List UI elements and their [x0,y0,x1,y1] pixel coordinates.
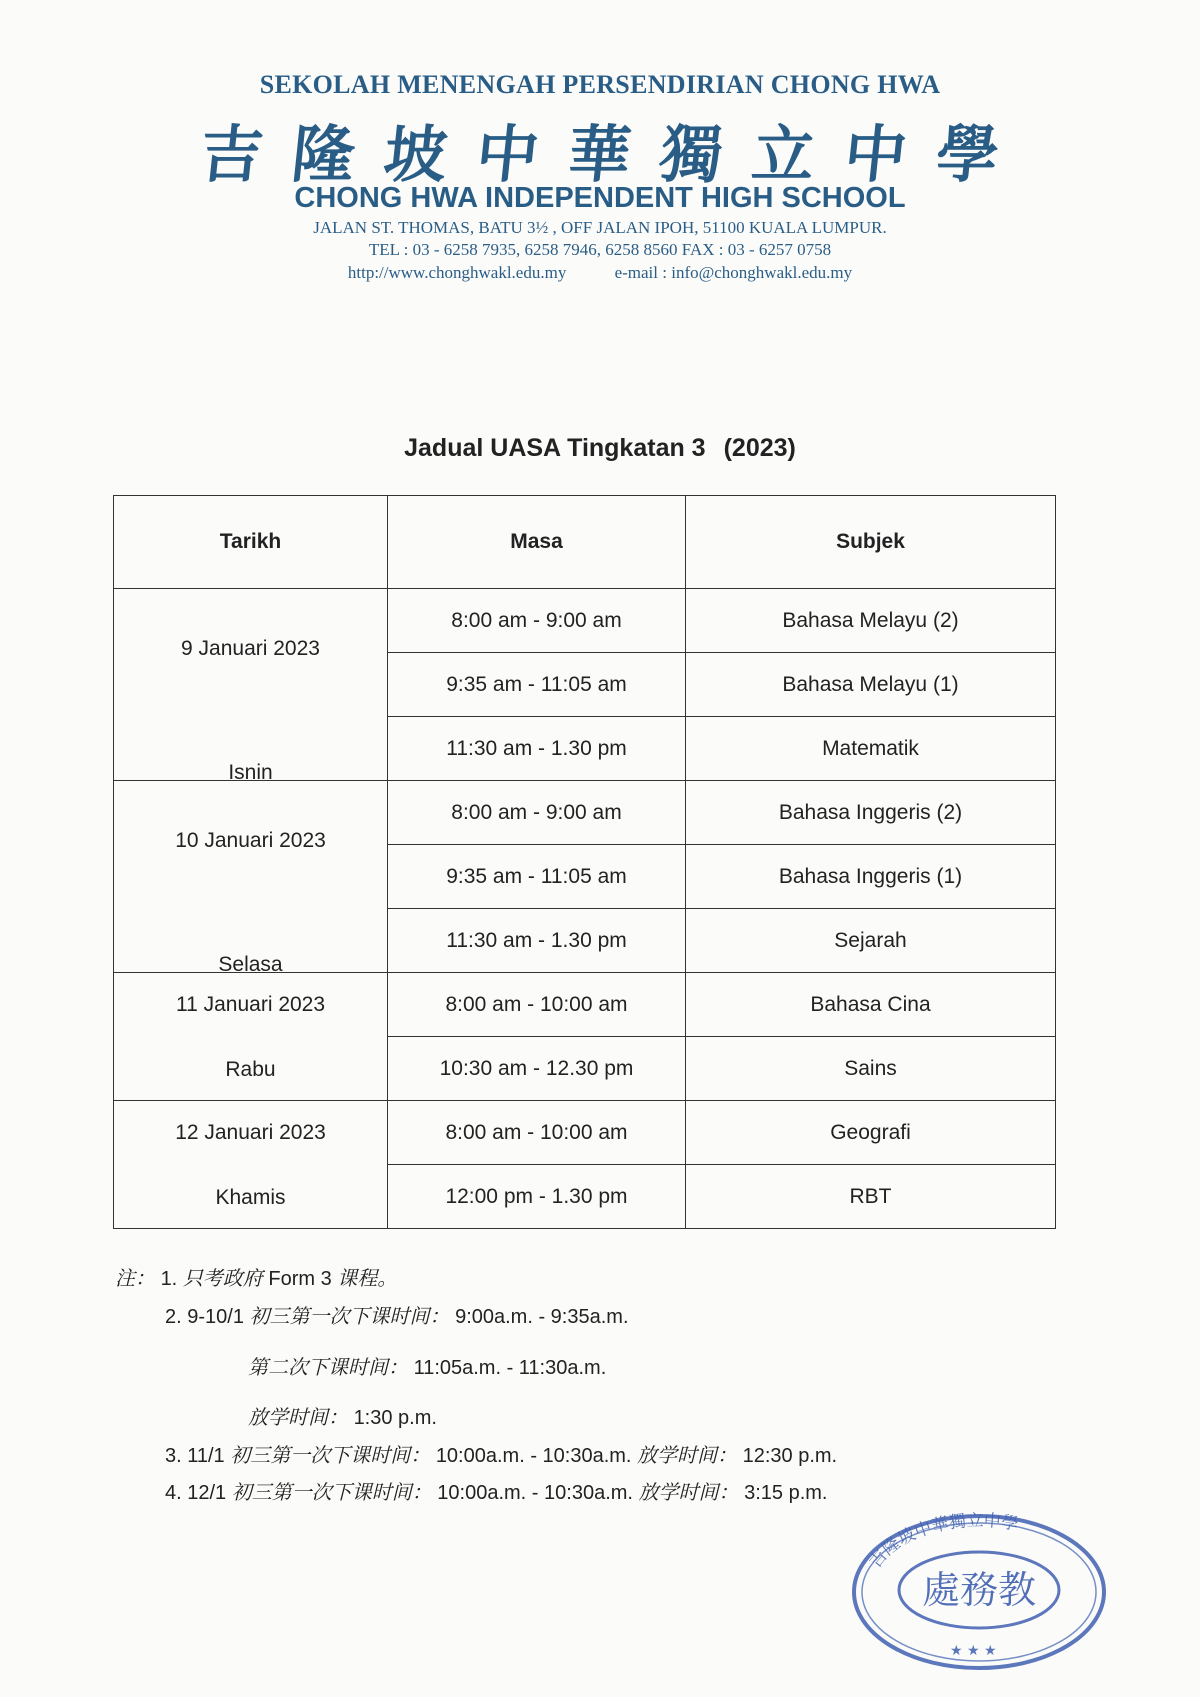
exam-date: 12 Januari 2023 [175,1121,326,1144]
note-text: 课程。 [337,1266,398,1290]
session-time: 8:00 am - 10:00 am [388,1101,686,1165]
stamp-center-text: 處務教 [921,1568,1037,1612]
date-cell [114,973,388,1101]
session-subject: Bahasa Melayu (1) [686,653,1056,717]
session-subject: Sejarah [686,909,1056,973]
session-time: 9:35 am - 11:05 am [388,845,686,909]
session-time: 12:00 pm - 1.30 pm [388,1165,686,1229]
note-time: 3:15 p.m. [744,1482,828,1504]
note-number: 1. [160,1268,178,1290]
exam-day: Khamis [215,1186,286,1209]
school-telephone: TEL : 03 - 6258 7935, 6258 7946, 6258 8560 FAX : 03 - 6257 0758 [368,240,832,259]
session-subject: Bahasa Cina [686,973,1056,1037]
school-name-english: CHONG HWA INDEPENDENT HIGH SCHOOL [294,182,906,214]
session-subject: Sains [686,1037,1056,1101]
session-subject: Geografi [686,1101,1056,1165]
header-subject: Subjek [686,496,1056,589]
school-email: e-mail : info@chonghwakl.edu.my [614,263,853,282]
header-time: Masa [388,496,686,589]
exam-day: Selasa [218,953,283,976]
page-title-year: (2023) [723,434,796,462]
note-number: 2. 9-10/1 [165,1306,244,1328]
note-number: 3. 11/1 [165,1445,225,1467]
session-time: 9:35 am - 11:05 am [388,653,686,717]
table-header-row [114,496,1056,589]
note-2 [165,1300,629,1329]
note-1 [115,1262,397,1291]
session-subject: Matematik [686,717,1056,781]
exam-day: Isnin [228,761,273,784]
date-cell [114,1101,388,1229]
session-time: 8:00 am - 9:00 am [388,781,686,845]
note-time: 1:30 p.m. [353,1407,437,1429]
note-time: 10:00a.m. - 10:30a.m. [435,1445,632,1467]
office-seal-stamp [850,1510,1108,1670]
table-row [114,973,1056,1037]
exam-schedule-table [113,495,1056,1229]
session-time: 8:00 am - 9:00 am [388,589,686,653]
header-date: Tarikh [114,496,388,589]
note-2-dismissal [248,1401,437,1430]
date-cell [114,589,388,784]
session-time: 11:30 am - 1.30 pm [388,909,686,973]
note-text: 放学时间： [248,1405,348,1429]
date-cell [114,781,388,976]
page-title [0,434,1200,463]
school-address: JALAN ST. THOMAS, BATU 3½ , OFF JALAN IPOH, 51100 KUALA LUMPUR. [313,218,887,237]
session-subject: Bahasa Inggeris (1) [686,845,1056,909]
session-time: 10:30 am - 12.30 pm [388,1037,686,1101]
note-text: 放学时间： [638,1480,739,1504]
school-website: http://www.chonghwakl.edu.my [347,263,567,282]
note-2-second-break [248,1351,606,1380]
page-title-text: Jadual UASA Tingkatan 3 [404,434,706,462]
note-time: 9:00a.m. - 9:35a.m. [455,1306,629,1328]
exam-date: 9 Januari 2023 [181,637,320,660]
star-icon: ★ ★ ★ [950,1643,997,1659]
school-name-chinese: 吉隆坡中華獨立中學 [196,118,1033,191]
school-name-malay: SEKOLAH MENENGAH PERSENDIRIAN CHONG HWA [259,70,941,99]
note-text: 放学时间： [637,1443,738,1467]
note-time: 10:00a.m. - 10:30a.m. [437,1482,633,1504]
table-row [114,1101,1056,1165]
table-row [114,781,1056,845]
note-time: 12:30 p.m. [742,1445,838,1467]
note-time: 11:05a.m. - 11:30a.m. [413,1357,607,1379]
session-subject: Bahasa Inggeris (2) [686,781,1056,845]
note-3 [165,1439,837,1468]
session-time: 8:00 am - 10:00 am [388,973,686,1037]
notes-prefix: 注： [115,1266,155,1290]
note-4 [165,1476,827,1505]
school-contact [0,263,1200,283]
note-text: Form 3 [268,1268,332,1290]
session-time: 11:30 am - 1.30 pm [388,717,686,781]
exam-day: Rabu [225,1058,276,1081]
session-subject: RBT [686,1165,1056,1229]
session-subject: Bahasa Melayu (2) [686,589,1056,653]
note-text: 初三第一次下课时间： [231,1480,432,1504]
exam-date: 11 Januari 2023 [175,993,326,1016]
note-text: 第二次下课时间： [248,1355,408,1379]
table-row [114,589,1056,653]
note-text: 初三第一次下课时间： [249,1304,450,1328]
stamp-ring-text: 吉隆坡中華獨立中學 [865,1510,1020,1572]
exam-date: 10 Januari 2023 [175,829,326,852]
note-text: 只考政府 [182,1266,263,1290]
note-text: 初三第一次下课时间： [230,1443,431,1467]
note-number: 4. 12/1 [165,1482,227,1504]
